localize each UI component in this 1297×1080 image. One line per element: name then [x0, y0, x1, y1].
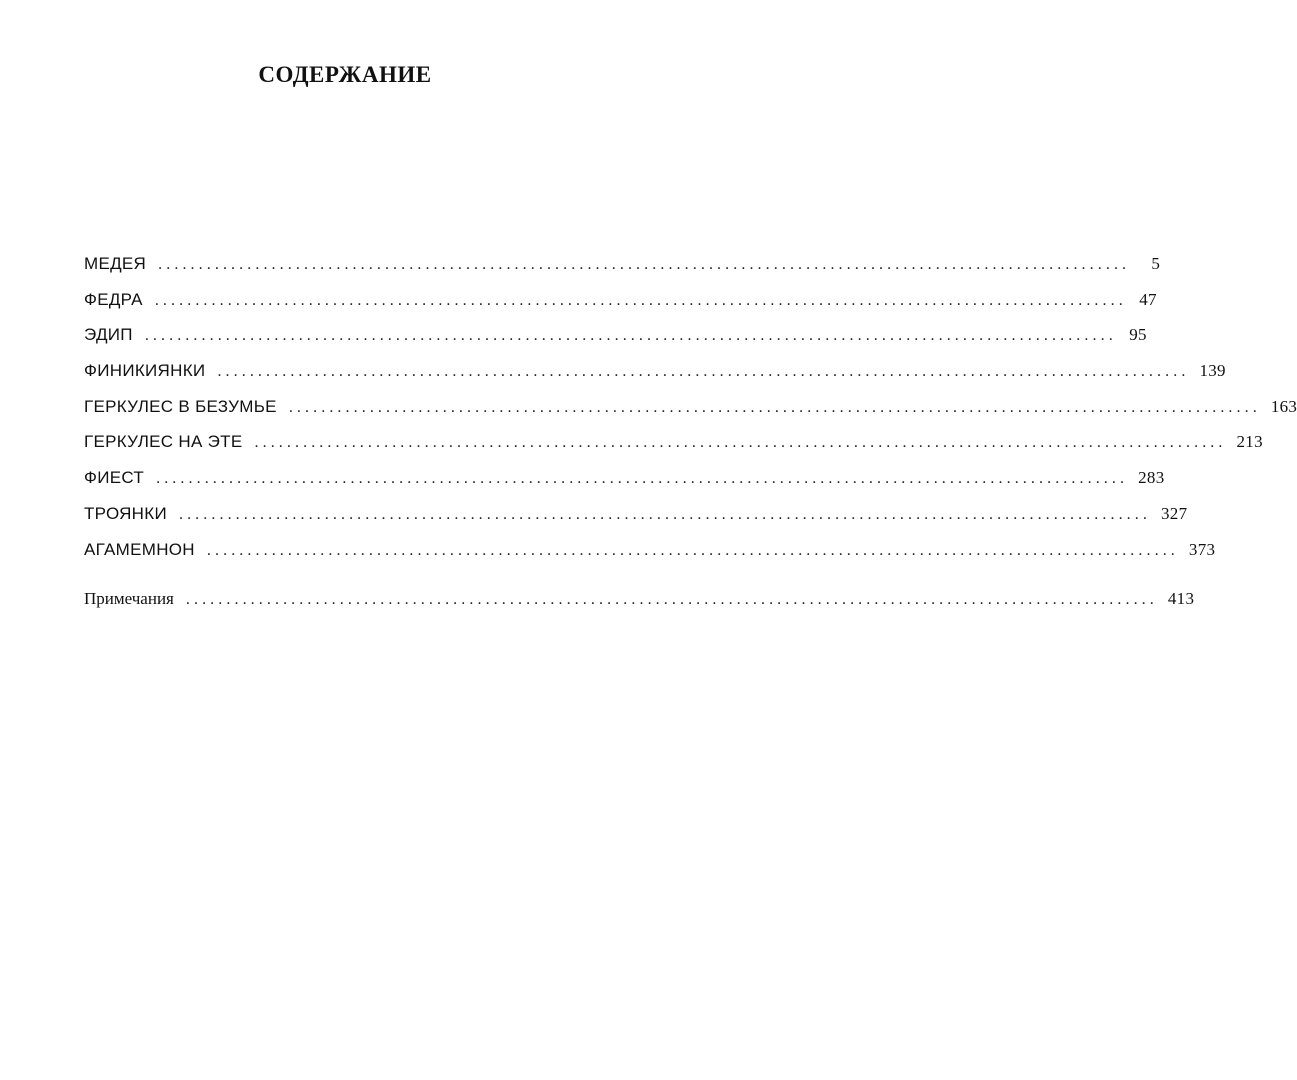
toc-entry-page: 47	[1139, 289, 1157, 309]
toc-entry-title: МЕДЕЯ	[84, 254, 147, 273]
toc-entry-hercules-furens[interactable]	[84, 396, 1297, 433]
table-of-contents	[84, 254, 1297, 625]
toc-entry-oedipus[interactable]	[84, 325, 1147, 361]
toc-entry-page: 327	[1160, 503, 1188, 523]
toc-entry-page: 5	[1151, 254, 1161, 273]
toc-dot-leader: ........................................................................................................................	[206, 541, 1179, 559]
toc-entry-phoenician-women[interactable]	[84, 361, 1226, 397]
toc-entry-agamemnon[interactable]	[84, 539, 1216, 576]
toc-entry-medea[interactable]	[84, 254, 1161, 290]
toc-entry-trojan-women[interactable]	[84, 503, 1188, 540]
toc-dot-leader: ........................................................................................................................	[158, 256, 1131, 273]
toc-entry-hercules-oetaeus[interactable]	[84, 432, 1263, 468]
toc-dot-leader: ........................................................................................................................	[217, 363, 1190, 381]
toc-entry-title: ФИЕСТ	[84, 468, 145, 488]
toc-entry-title: ГЕРКУЛЕС НА ЭТЕ	[84, 432, 243, 452]
toc-entry-page: 95	[1129, 325, 1147, 345]
toc-dot-leader: ........................................................................................................................	[185, 591, 1158, 609]
toc-entry-thyestes[interactable]	[84, 468, 1165, 504]
toc-entry-title: ФЕДРА	[84, 289, 143, 309]
toc-entry-title: ГЕРКУЛЕС В БЕЗУМЬЕ	[84, 396, 277, 416]
toc-entry-page: 373	[1188, 539, 1216, 559]
toc-entry-page: 213	[1236, 432, 1263, 452]
toc-entry-title: ФИНИКИЯНКИ	[84, 361, 206, 381]
toc-entry-page: 139	[1199, 361, 1226, 381]
toc-dot-leader: ........................................................................................................................	[154, 291, 1127, 309]
toc-entry-title: АГАМЕМНОН	[84, 539, 195, 559]
toc-dot-leader: ........................................................................................................................	[144, 327, 1117, 345]
toc-dot-leader: ........................................................................................................................	[178, 505, 1151, 523]
toc-entry-page: 163	[1270, 396, 1297, 416]
toc-entry-title: Примечания	[84, 589, 174, 609]
toc-entry-page: 283	[1138, 468, 1165, 488]
toc-dot-leader: ........................................................................................................................	[156, 470, 1129, 488]
toc-dot-leader: ........................................................................................................................	[254, 434, 1227, 452]
page-title: СОДЕРЖАНИЕ	[258, 62, 432, 87]
toc-entry-page: 413	[1167, 589, 1195, 609]
toc-entry-notes[interactable]	[84, 589, 1195, 625]
toc-dot-leader: ........................................................................................................................	[288, 398, 1261, 416]
toc-entry-title: ЭДИП	[84, 325, 133, 345]
toc-entry-phaedra[interactable]	[84, 289, 1157, 326]
toc-entry-title: ТРОЯНКИ	[84, 503, 167, 523]
